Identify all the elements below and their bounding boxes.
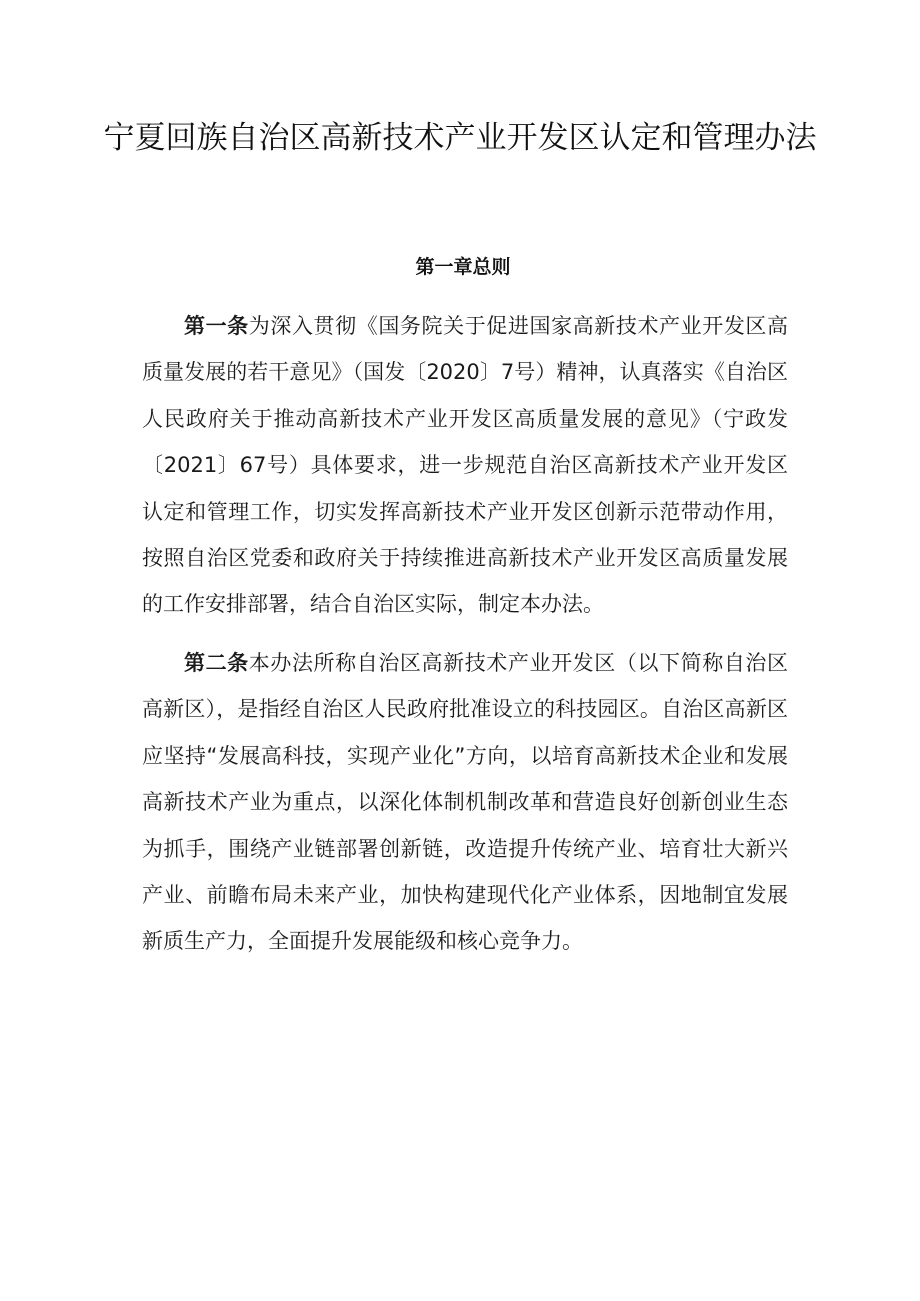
article-text: 为深入贯彻《国务院关于促进国家高新技术产业开发区高质量发展的若干意见》（国发〔2020〕7号）精神，认真落实《自治区人民政府关于推动高新技术产业开发区高质量发展的意见》（宁政发〔2021〕67号）具体要求，进一步规范自治区高新技术产业开发区认定和管理工作，切实发挥高新技术产业开发区创新示范带动作用，按照自治区党委和政府关于持续推进高新技术产业开发区高质量发展的工作安排部署，结合自治区实际，制定本办法。 <box>142 314 789 617</box>
article-label: 第一条 <box>184 314 249 338</box>
article-label: 第二条 <box>184 651 249 675</box>
chapter-heading: 第一章总则 <box>415 256 511 278</box>
article-text: 本办法所称自治区高新技术产业开发区（以下简称自治区高新区），是指经自治区人民政府批准设立的科技园区。自治区高新区应坚持“发展高科技，实现产业化”方向，以培育高新技术企业和发展高新技术产业为重点，以深化体制机制改革和营造良好创新创业生态为抓手，围绕产业链部署创新链，改造提升传统产业、培育壮大新兴产业、前瞻布局未来产业，加快构建现代化产业体系，因地制宜发展新质生产力，全面提升发展能级和核心竞争力。 <box>142 651 789 954</box>
document-title: 宁夏回族自治区高新技术产业开发区认定和管理办法 <box>103 120 817 156</box>
article-paragraph-1 <box>142 303 788 628</box>
article-paragraph-2 <box>142 640 788 965</box>
